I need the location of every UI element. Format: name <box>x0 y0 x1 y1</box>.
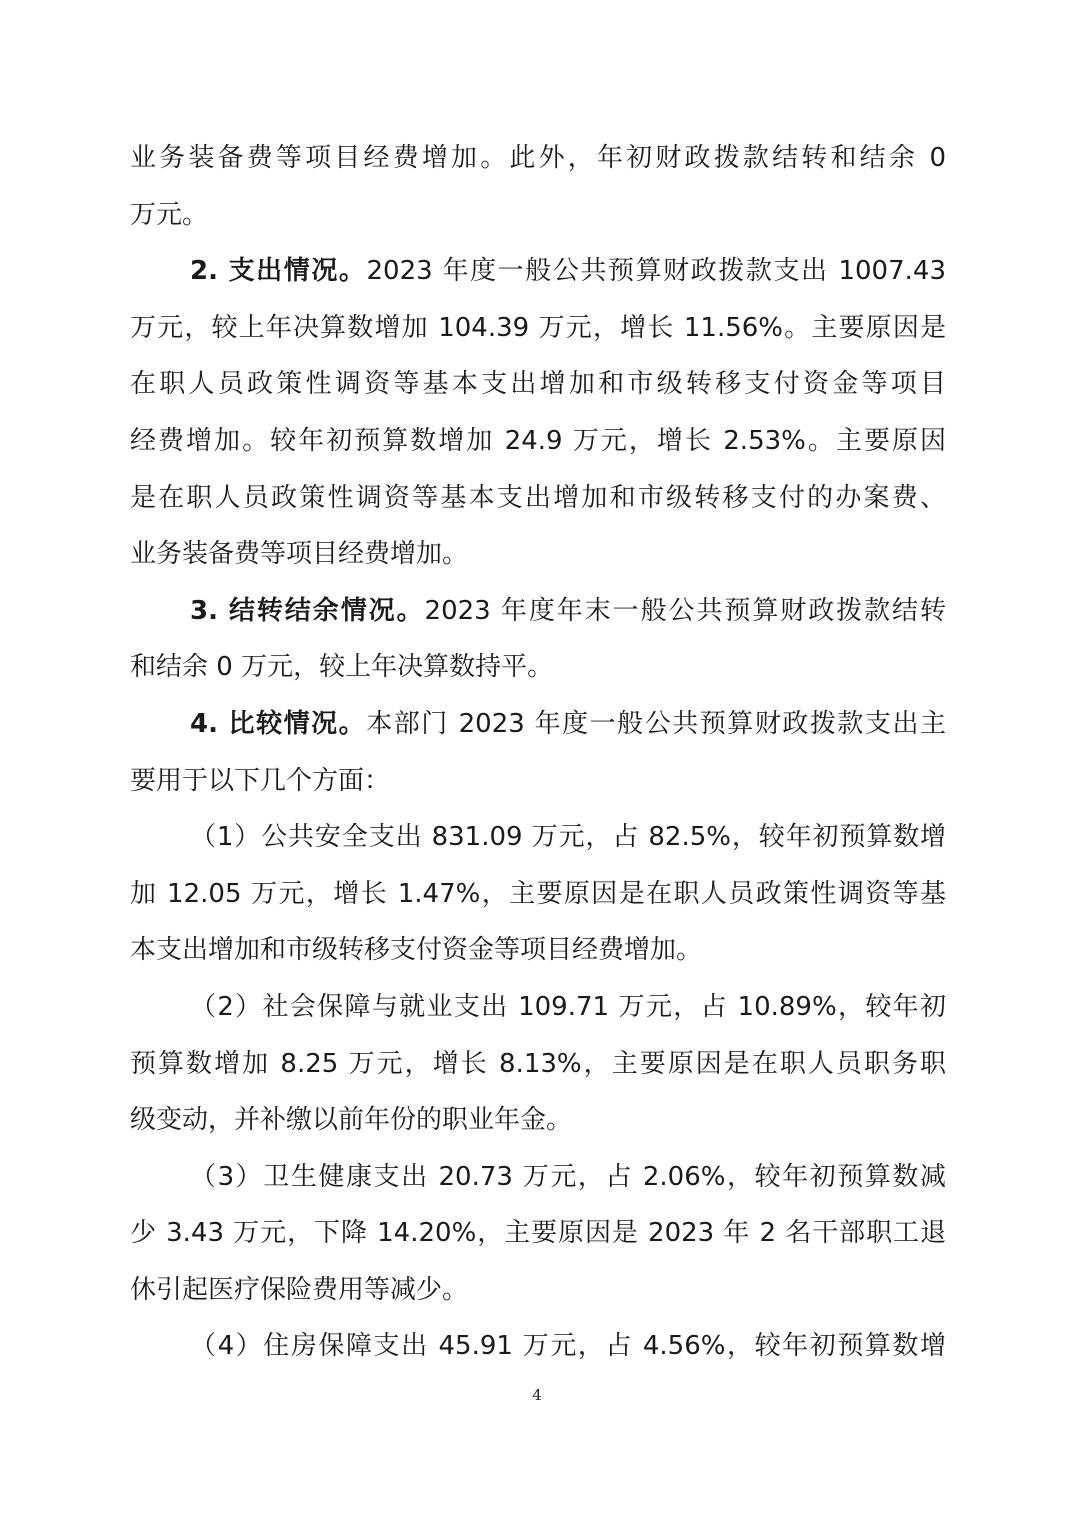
text-line: 预算数增加 8.25 万元，增长 8.13%，主要原因是在职人员职务职 <box>130 1048 946 1079</box>
heading-comparison: 4. 比较情况。 <box>190 708 367 739</box>
paragraph-carryover <box>130 583 946 640</box>
paragraph-expenditure <box>130 243 946 300</box>
text-line: 2023 年度年末一般公共预算财政拨款结转 <box>424 595 946 626</box>
text-line: 本支出增加和市级转移支付资金等项目经费增加。 <box>130 935 703 966</box>
text-line: 在职人员政策性调资等基本支出增加和市级转移支付资金等项目 <box>130 369 946 400</box>
paragraph-comparison <box>130 696 946 753</box>
text-line: 少 3.43 万元，下降 14.20%，主要原因是 2023 年 2 名干部职工退 <box>130 1218 946 1249</box>
text-line: 加 12.05 万元，增长 1.47%，主要原因是在职人员政策性调资等基 <box>130 878 946 909</box>
text-line: 业务装备费等项目经费增加。 <box>130 539 469 570</box>
text-line: 万元，较上年决算数增加 104.39 万元，增长 11.56%。主要原因是 <box>130 312 946 343</box>
text-line: 业务装备费等项目经费增加。此外，年初财政拨款结转和结余 0 <box>130 143 946 173</box>
text-line: 级变动，并补缴以前年份的职业年金。 <box>130 1105 573 1136</box>
text-line: 本部门 2023 年度一般公共预算财政拨款支出主 <box>366 708 946 739</box>
text-line: 2023 年度一般公共预算财政拨款支出 1007.43 <box>366 256 946 287</box>
text-line: 经费增加。较年初预算数增加 24.9 万元，增长 2.53%。主要原因 <box>130 425 946 456</box>
text-line: 是在职人员政策性调资等基本支出增加和市级转移支付的办案费、 <box>130 482 946 513</box>
text-line: （3）卫生健康支出 20.73 万元，占 2.06%，较年初预算数减 <box>190 1161 946 1192</box>
text-line: 和结余 0 万元，较上年决算数持平。 <box>130 652 554 683</box>
page-number: 4 <box>532 1386 542 1404</box>
heading-carryover: 3. 结转结余情况。 <box>190 595 425 626</box>
text-line: （4）住房保障支出 45.91 万元，占 4.56%，较年初预算数增 <box>190 1331 946 1362</box>
text-line: 万元。 <box>130 199 209 230</box>
body-text <box>130 130 946 1375</box>
heading-expenditure: 2. 支出情况。 <box>190 256 367 287</box>
text-line: （2）社会保障与就业支出 109.71 万元，占 10.89%，较年初 <box>190 991 946 1022</box>
text-line: 休引起医疗保险费用等减少。 <box>130 1274 469 1305</box>
text-line: 要用于以下几个方面： <box>130 765 391 796</box>
text-line: （1）公共安全支出 831.09 万元，占 82.5%，较年初预算数增 <box>190 822 946 853</box>
